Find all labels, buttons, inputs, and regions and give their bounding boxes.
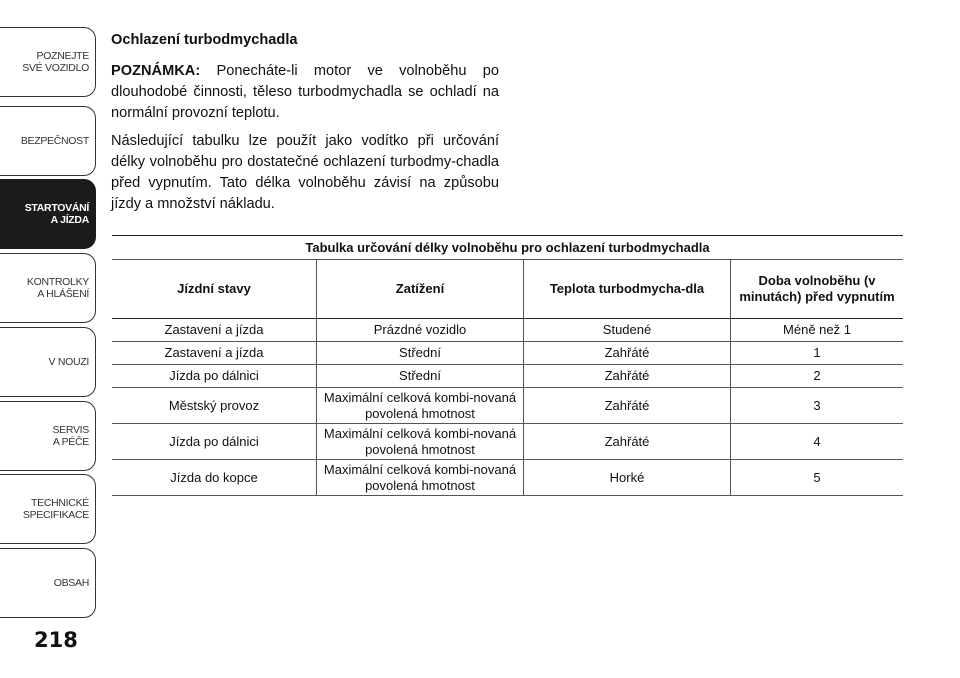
cell-idle-time: 3 xyxy=(731,388,904,424)
tab-servis-a-pece[interactable]: SERVIS A PÉČE xyxy=(0,401,96,471)
text-column xyxy=(111,30,499,222)
cell-temperature: Horké xyxy=(524,460,731,496)
column-header-idle-time: Doba volnoběhu (v minutách) před vypnutím xyxy=(731,260,904,319)
idle-time-table xyxy=(112,235,903,496)
cell-temperature: Zahřáté xyxy=(524,388,731,424)
column-header-load: Zatížení xyxy=(317,260,524,319)
tab-obsah[interactable]: OBSAH xyxy=(0,548,96,618)
tab-poznejte-sve-vozidlo[interactable]: POZNEJTE SVÉ VOZIDLO xyxy=(0,27,96,97)
table-row xyxy=(112,319,903,342)
cell-load: Maximální celková kombi-novaná povolená hmotnost xyxy=(317,460,524,496)
tab-v-nouzi[interactable]: V NOUZI xyxy=(0,327,96,397)
table-row xyxy=(112,388,903,424)
cell-idle-time: 1 xyxy=(731,342,904,365)
page-number: 218 xyxy=(34,628,78,652)
cell-driving-condition: Městský provoz xyxy=(112,388,317,424)
cell-load: Maximální celková kombi-novaná povolená hmotnost xyxy=(317,388,524,424)
cell-temperature: Studené xyxy=(524,319,731,342)
body-paragraph: Následující tabulku lze použít jako vodítko při určování délky volnoběhu pro dostatečné ochlazení turbodmy-chadla před vypnutím. Tato délka volnoběhu závisí na způsobu jízdy a množství nákladu. xyxy=(111,133,499,212)
tab-startovani-a-jizda[interactable]: STARTOVÁNÍ A JÍZDA xyxy=(0,179,96,249)
column-header-turbo-temperature: Teplota turbodmycha-dla xyxy=(524,260,731,319)
cell-load: Maximální celková kombi-novaná povolená hmotnost xyxy=(317,424,524,460)
tab-kontrolky-a-hlaseni[interactable]: KONTROLKY A HLÁŠENÍ xyxy=(0,253,96,323)
cell-idle-time: 4 xyxy=(731,424,904,460)
cell-idle-time: Méně než 1 xyxy=(731,319,904,342)
note-text: Ponecháte-li motor ve volnoběhu po dlouhodobé činnosti, těleso turbodmychadla se ochladí na normální provozní teplotu. xyxy=(111,63,499,121)
cell-load: Střední xyxy=(317,342,524,365)
column-header-driving-conditions: Jízdní stavy xyxy=(112,260,317,319)
tab-technicke-specifikace[interactable]: TECHNICKÉ SPECIFIKACE xyxy=(0,474,96,544)
cell-load: Střední xyxy=(317,365,524,388)
cell-load: Prázdné vozidlo xyxy=(317,319,524,342)
note-label: POZNÁMKA: xyxy=(111,63,201,79)
cell-idle-time: 2 xyxy=(731,365,904,388)
cell-temperature: Zahřáté xyxy=(524,365,731,388)
cell-temperature: Zahřáté xyxy=(524,424,731,460)
cell-driving-condition: Jízda po dálnici xyxy=(112,365,317,388)
section-title: Ochlazení turbodmychadla xyxy=(111,32,298,48)
table-row xyxy=(112,342,903,365)
table-row xyxy=(112,424,903,460)
cell-driving-condition: Zastavení a jízda xyxy=(112,342,317,365)
cell-driving-condition: Zastavení a jízda xyxy=(112,319,317,342)
cell-driving-condition: Jízda po dálnici xyxy=(112,424,317,460)
cell-driving-condition: Jízda do kopce xyxy=(112,460,317,496)
cell-idle-time: 5 xyxy=(731,460,904,496)
table-caption: Tabulka určování délky volnoběhu pro ochlazení turbodmychadla xyxy=(112,236,903,260)
cell-temperature: Zahřáté xyxy=(524,342,731,365)
table-row xyxy=(112,365,903,388)
note-paragraph xyxy=(111,61,499,124)
tab-bezpecnost[interactable]: BEZPEČNOST xyxy=(0,106,96,176)
table-row xyxy=(112,460,903,496)
